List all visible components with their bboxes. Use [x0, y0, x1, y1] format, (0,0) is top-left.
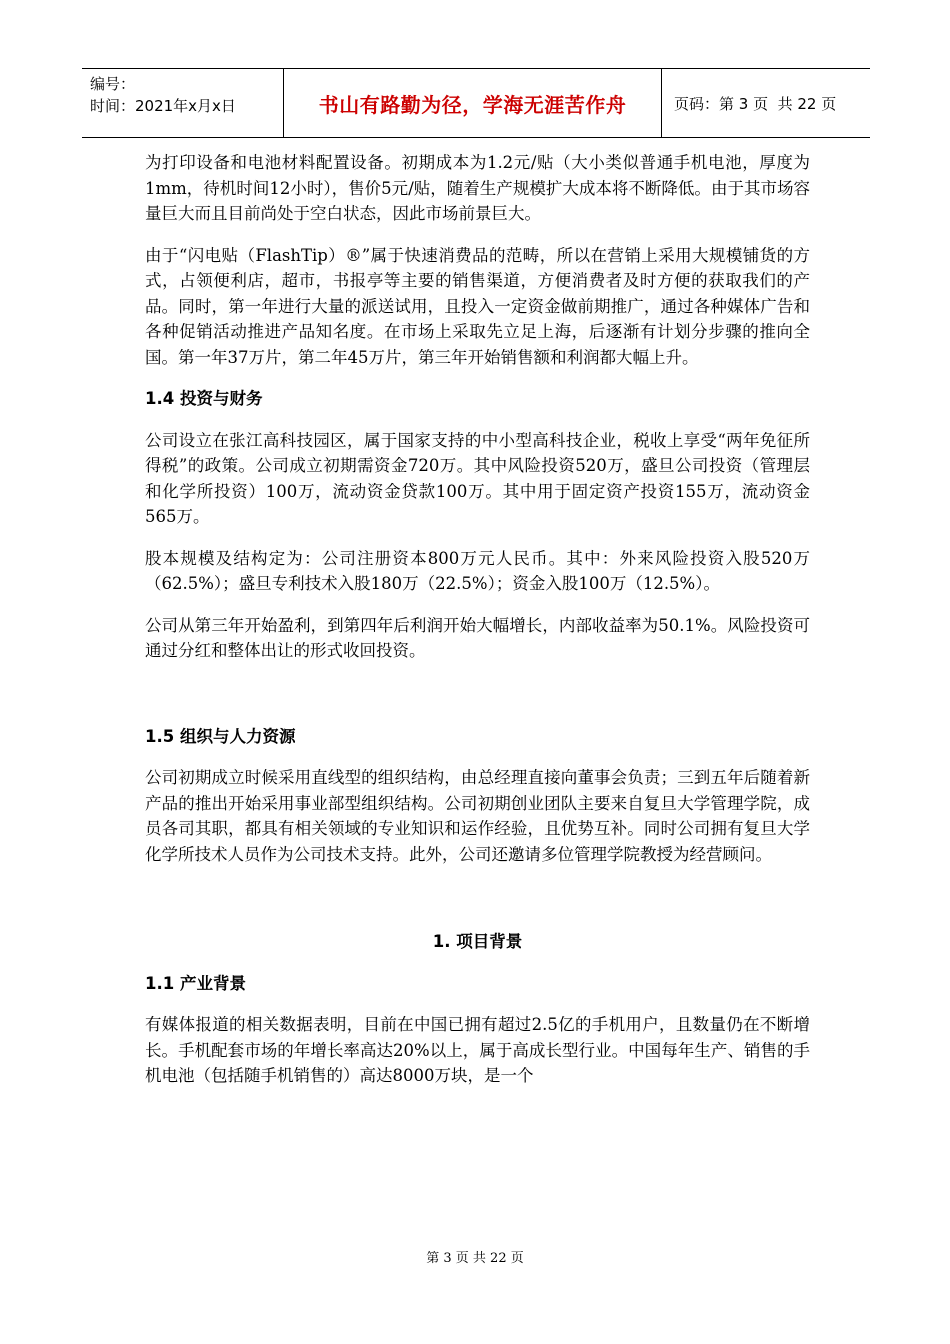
heading-industry-background: 1.1 产业背景 [145, 973, 246, 993]
document-body [145, 150, 810, 1105]
header-number-label: 编号： [90, 75, 136, 93]
heading-project-background: 1. 项目背景 [432, 932, 523, 951]
paragraph-capital: 公司设立在张江高科技园区，属于国家支持的中小型高科技企业，税收上享受“两年免征所得税”的政策。公司成立初期需资金720万。其中风险投资520万，盛旦公司投资（管理层和化学所投资）100万，流动资金贷款100万。其中用于固定资产投资155万，流动资金565万。 [145, 430, 810, 526]
paragraph-industry: 有媒体报道的相关数据表明，目前在中国已拥有超过2.5亿的手机用户，且数量仍在不断增长。手机配套市场的年增长率高达20%以上，属于高成长型行业。中国每年生产、销售的手机电池（包括随手机销售的）高达8000万块，是一个 [145, 1015, 810, 1085]
header-time-label: 时间：2021年x月x日 [90, 97, 236, 115]
paragraph-marketing: 由于“闪电贴（FlashTip）®”属于快速消费品的范畴，所以在营销上采用大规模铺货的方式，占领便利店，超市，书报亭等主要的销售渠道，方便消费者及时方便的获取我们的产品。同时，第一年进行大量的派送试用，且投入一定资金做前期推广，通过各种媒体广告和各种促销活动推进产品知名度。在市场上采取先立足上海，后逐渐有计划分步骤的推向全国。第一年37万片，第二年45万片，第三年开始销售额和利润都大幅上升。 [145, 245, 810, 367]
header-motto: 书山有路勤为径，学海无涯苦作舟 [283, 69, 662, 137]
paragraph-organization: 公司初期成立时候采用直线型的组织结构，由总经理直接向董事会负责；三到五年后随着新产品的推出开始采用事业部型组织结构。公司初期创业团队主要来自复旦大学管理学院，成员各司其职，都具有相关领域的专业知识和运作经验，且优势互补。同时公司拥有复旦大学化学所技术人员作为公司技术支持。此外，公司还邀请多位管理学院教授为经营顾问。 [145, 768, 810, 864]
header-meta [90, 73, 236, 117]
paragraph-equity: 股本规模及结构定为：公司注册资本800万元人民币。其中：外来风险投资入股520万（62.5%）；盛旦专利技术入股180万（22.5%）；资金入股100万（12.5%）。 [145, 548, 810, 593]
heading-investment-finance: 1.4 投资与财务 [145, 389, 263, 408]
paragraph-profit: 公司从第三年开始盈利，到第四年后利润开始大幅增长，内部收益率为50.1%。风险投资可通过分红和整体出让的形式收回投资。 [145, 615, 810, 660]
page-header [82, 68, 870, 138]
header-page-info: 页码：第 3 页 共 22 页 [674, 94, 837, 113]
heading-organization: 1.5 组织与人力资源 [145, 726, 296, 746]
page-footer: 第 3 页 共 22 页 [426, 1251, 524, 1266]
paragraph-cost: 为打印设备和电池材料配置设备。初期成本为1.2元/贴（大小类似普通手机电池，厚度为1mm，待机时间12小时），售价5元/贴，随着生产规模扩大成本将不断降低。由于其市场容量巨大而且目前尚处于空白状态，因此市场前景巨大。 [145, 153, 810, 223]
